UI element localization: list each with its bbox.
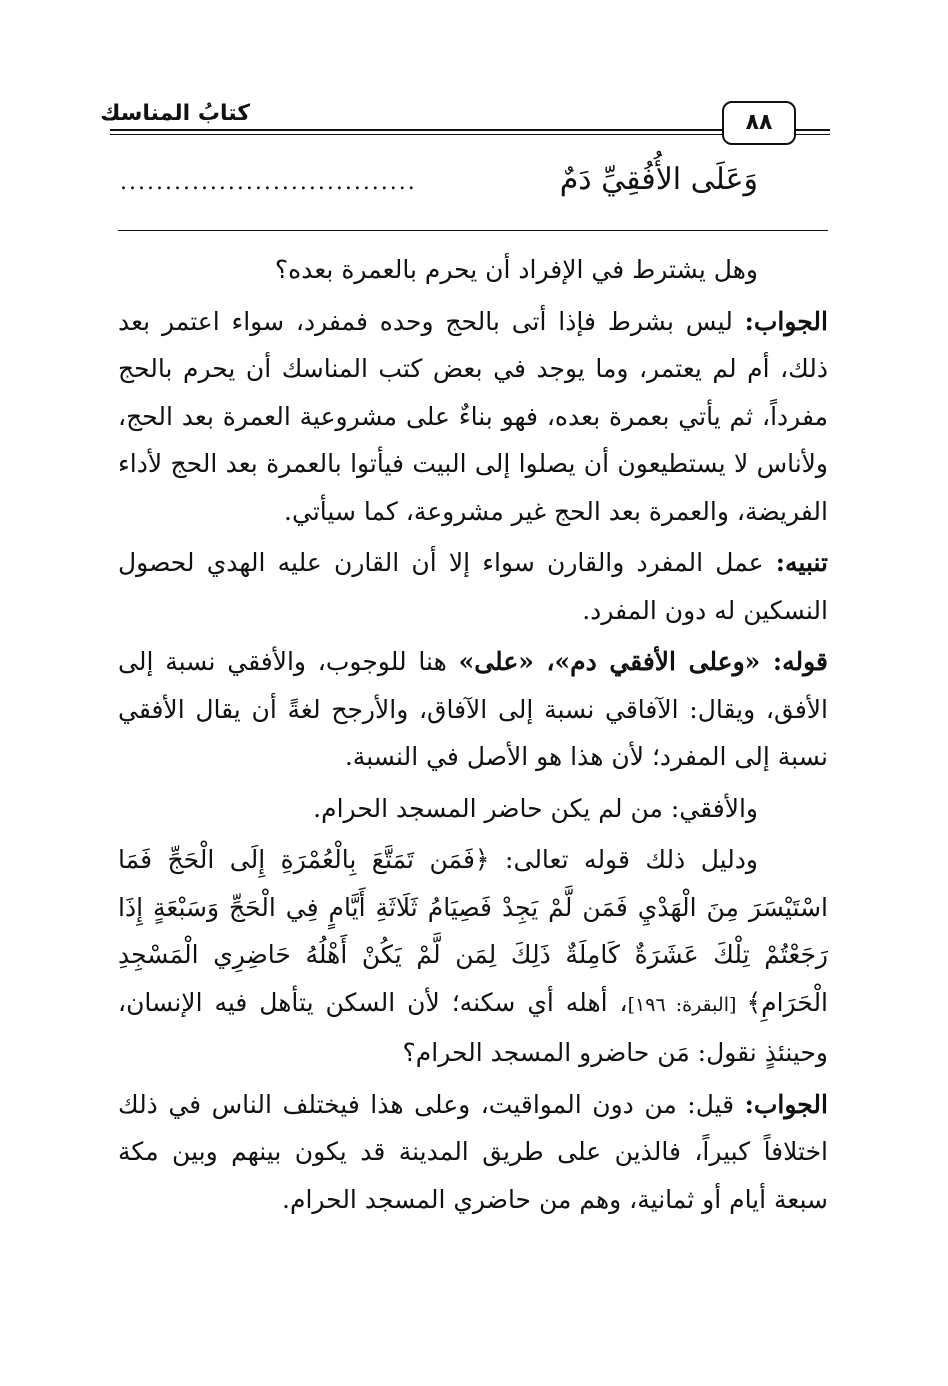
matn-dots: ................................. [120, 170, 417, 195]
paragraph-text: وهل يشترط في الإفراد أن يحرم بالعمرة بعده؟ [274, 255, 758, 284]
answer-label: الجواب: [744, 1089, 828, 1119]
matn-divider [118, 230, 828, 231]
paragraph-text: قيل: من دون المواقيت، وعلى هذا فيختلف الناس في ذلك اختلافاً كبيراً، فالذين على طريق المدينة قد يكون بينهم وبين مكة سبعة أيام أو ثمانية، وهم من حاضري المسجد الحرام. [118, 1089, 828, 1214]
paragraph-answer-1 [118, 298, 828, 536]
page-number: ٨٨ [722, 101, 796, 145]
paragraph-text: ليس بشرط فإذا أتى بالحج وحده فمفرد، سواء اعتمر بعد ذلك، أم لم يعتمر، وما يوجد في بعض كتب المناسك أن يحرم بالحج مفرداً، ثم يأتي بعمرة بعده، فهو بناءٌ على مشروعية العمرة بعد الحج، ولأناس لا يستطيعون أن يصلوا إلى البيت فيأتوا بالعمرة بعد الحج لأداء الفريضة، والعمرة بعد الحج غير مشروعة، كما سيأتي. [118, 306, 828, 526]
paragraph-text: عمل المفرد والقارن سواء إلا أن القارن عليه الهدي لحصول النسكين له دون المفرد. [118, 548, 828, 625]
paragraph-note [118, 539, 828, 634]
paragraph-text: ودليل ذلك قوله تعالى: [489, 845, 758, 874]
verse-reference: [البقرة: ١٩٦] [627, 993, 747, 1016]
answer-label: الجواب: [744, 306, 828, 336]
running-header [100, 95, 830, 155]
paragraph-evidence [118, 836, 828, 1077]
paragraph-definition [118, 785, 828, 833]
paragraph-text: هنا للوجوب، والأفقي نسبة إلى الأفق، ويقال: الآفاقي نسبة إلى الآفاق، والأرجح لغةً أن يقال الأفقي نسبة إلى المفرد؛ لأن هذا هو الأصل في النسبة. [118, 647, 828, 771]
note-label: تنبيه: [775, 548, 828, 577]
paragraph-text: والأفقي: من لم يكن حاضر المسجد الحرام. [313, 793, 758, 823]
commentary-label: قوله: «وعلى الأفقي دم»، «على» [458, 647, 828, 676]
body-text [118, 246, 828, 1227]
paragraph-question [118, 246, 828, 294]
paragraph-commentary [118, 638, 828, 781]
book-title: كتابُ المناسك [100, 101, 250, 126]
paragraph-text: ، أهله أي سكنه؛ لأن السكن يتأهل فيه الإنسان، وحينئذٍ نقول: مَن حاضرو المسجد الحرام؟ [118, 987, 828, 1067]
paragraph-answer-2 [118, 1081, 828, 1224]
matn-text: وَعَلَى الأُفُقِيِّ دَمٌ [559, 162, 758, 197]
quran-verse: ﴿فَمَن تَمَتَّعَ بِالْعُمْرَةِ إِلَى الْحَجِّ فَمَا اسْتَيْسَرَ مِنَ الْهَدْيِ فَمَن لَّمْ يَجِدْ فَصِيَامُ ثَلَاثَةِ أَيَّامٍ فِي الْحَجِّ وَسَبْعَةٍ إِذَا رَجَعْتُمْ تِلْكَ عَشَرَةٌ كَامِلَةٌ ذَلِكَ لِمَن لَّمْ يَكُنْ أَهْلُهُ حَاضِرِي الْمَسْجِدِ الْحَرَامِ﴾ [118, 845, 829, 1017]
